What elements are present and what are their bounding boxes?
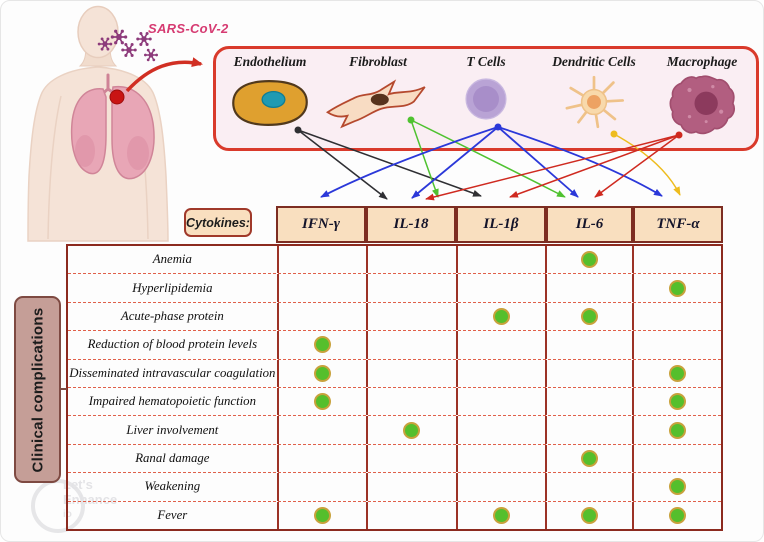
cell-label: Fibroblast bbox=[349, 54, 407, 69]
matrix-cell bbox=[366, 388, 455, 415]
cytokines-label: Cytokines: bbox=[184, 208, 252, 237]
clinical-complications-label bbox=[14, 296, 61, 483]
matrix-cell bbox=[366, 502, 455, 529]
matrix-cell bbox=[632, 360, 721, 387]
matrix-cell bbox=[456, 502, 545, 529]
matrix-cell bbox=[277, 473, 366, 500]
cytokine-marker-dot bbox=[581, 450, 598, 467]
matrix-cell bbox=[545, 502, 631, 529]
cytokine-marker-dot bbox=[314, 336, 331, 353]
cytokine-marker-dot bbox=[493, 308, 510, 325]
matrix-cell bbox=[545, 360, 631, 387]
cytokine-marker-dot bbox=[669, 507, 686, 524]
cytokine-marker-dot bbox=[581, 251, 598, 268]
table-row bbox=[68, 473, 721, 501]
cytokine-arrow bbox=[298, 130, 387, 199]
matrix-cell bbox=[545, 473, 631, 500]
row-label: Weakening bbox=[144, 479, 201, 494]
matrix-cell bbox=[366, 473, 455, 500]
side-label-connector bbox=[60, 388, 67, 390]
complications-table bbox=[66, 244, 723, 531]
row-label: Reduction of blood protein levels bbox=[87, 337, 258, 352]
cytokine-marker-dot bbox=[581, 308, 598, 325]
matrix-cell bbox=[545, 274, 631, 301]
cytokine-marker-dot bbox=[669, 422, 686, 439]
cytokine-arrow bbox=[321, 127, 498, 197]
cytokine-marker-dot bbox=[669, 393, 686, 410]
matrix-cell bbox=[632, 246, 721, 273]
matrix-cell bbox=[366, 331, 455, 358]
cytokine-marker-dot bbox=[581, 507, 598, 524]
matrix-cell bbox=[366, 246, 455, 273]
matrix-cell bbox=[456, 388, 545, 415]
cytokine-marker-dot bbox=[669, 478, 686, 495]
matrix-cell bbox=[456, 246, 545, 273]
matrix-cell bbox=[632, 473, 721, 500]
table-row bbox=[68, 331, 721, 359]
table-row bbox=[68, 274, 721, 302]
virus-name-label: SARS-CoV-2 bbox=[148, 21, 229, 36]
table-row bbox=[68, 502, 721, 529]
cell-label: Endothelium bbox=[233, 54, 307, 69]
row-label: Fever bbox=[157, 507, 188, 522]
watermark-text: io bbox=[63, 509, 72, 520]
cytokine-marker-dot bbox=[493, 507, 510, 524]
matrix-cell bbox=[456, 416, 545, 443]
side-label-text: Clinical complications bbox=[29, 307, 46, 472]
cell-label: Macrophage bbox=[666, 54, 738, 69]
row-label: Acute-phase protein bbox=[120, 309, 224, 324]
cytokine-header-ifn-gamma: IFN-γ bbox=[276, 206, 366, 243]
matrix-cell bbox=[456, 303, 545, 330]
cytokine-marker-dot bbox=[314, 365, 331, 382]
row-label: Ranal damage bbox=[135, 451, 210, 466]
matrix-cell bbox=[277, 331, 366, 358]
matrix-cell bbox=[366, 416, 455, 443]
table-row bbox=[68, 445, 721, 473]
table-row bbox=[68, 246, 721, 274]
matrix-cell bbox=[366, 445, 455, 472]
matrix-cell bbox=[277, 303, 366, 330]
row-label: Impaired hematopoietic function bbox=[88, 394, 256, 409]
cytokine-header-il-18: IL-18 bbox=[366, 206, 456, 243]
matrix-cell bbox=[632, 303, 721, 330]
watermark-text: Let's bbox=[63, 477, 93, 492]
cytokine-marker-dot bbox=[403, 422, 420, 439]
table-row bbox=[68, 303, 721, 331]
matrix-cell bbox=[632, 388, 721, 415]
matrix-cell bbox=[632, 274, 721, 301]
matrix-cell bbox=[277, 502, 366, 529]
cytokine-header-il-1beta: IL-1β bbox=[456, 206, 546, 243]
cytokine-arrow bbox=[510, 135, 679, 197]
matrix-cell bbox=[545, 246, 631, 273]
row-label: Anemia bbox=[152, 252, 192, 267]
table-row bbox=[68, 388, 721, 416]
table-row bbox=[68, 416, 721, 444]
matrix-cell bbox=[632, 502, 721, 529]
table-rows bbox=[68, 246, 721, 529]
row-label: Hyperlipidemia bbox=[132, 280, 213, 295]
matrix-cell bbox=[277, 360, 366, 387]
matrix-cell bbox=[545, 303, 631, 330]
matrix-cell bbox=[456, 473, 545, 500]
matrix-cell bbox=[632, 331, 721, 358]
cytokine-marker-dot bbox=[314, 507, 331, 524]
matrix-cell bbox=[277, 445, 366, 472]
matrix-cell bbox=[277, 416, 366, 443]
matrix-cell bbox=[632, 416, 721, 443]
cytokine-marker-dot bbox=[314, 393, 331, 410]
matrix-cell bbox=[456, 445, 545, 472]
row-label: Liver involvement bbox=[126, 422, 219, 437]
cell-label: T Cells bbox=[466, 54, 506, 69]
matrix-cell bbox=[277, 388, 366, 415]
cytokine-header-tnf-alpha: TNF-α bbox=[633, 206, 723, 243]
matrix-cell bbox=[366, 274, 455, 301]
cytokine-arrow bbox=[426, 135, 679, 199]
matrix-cell bbox=[632, 445, 721, 472]
cytokine-header-row bbox=[276, 206, 723, 243]
cytokine-arrow bbox=[498, 127, 662, 196]
matrix-cell bbox=[456, 274, 545, 301]
matrix-cell bbox=[366, 360, 455, 387]
cytokine-marker-dot bbox=[669, 365, 686, 382]
matrix-cell bbox=[545, 416, 631, 443]
watermark-text: Enhance bbox=[63, 492, 118, 507]
cell-label: Dendritic Cells bbox=[552, 54, 636, 69]
matrix-cell bbox=[545, 331, 631, 358]
cytokine-arrow bbox=[595, 135, 679, 197]
row-label: Disseminated intravascular coagulation bbox=[69, 365, 276, 380]
matrix-cell bbox=[366, 303, 455, 330]
cytokine-marker-dot bbox=[669, 280, 686, 297]
matrix-cell bbox=[456, 331, 545, 358]
cytokine-header-il-6: IL-6 bbox=[546, 206, 633, 243]
table-row bbox=[68, 360, 721, 388]
matrix-cell bbox=[277, 274, 366, 301]
matrix-cell bbox=[277, 246, 366, 273]
matrix-cell bbox=[456, 360, 545, 387]
matrix-cell bbox=[545, 445, 631, 472]
matrix-cell bbox=[545, 388, 631, 415]
